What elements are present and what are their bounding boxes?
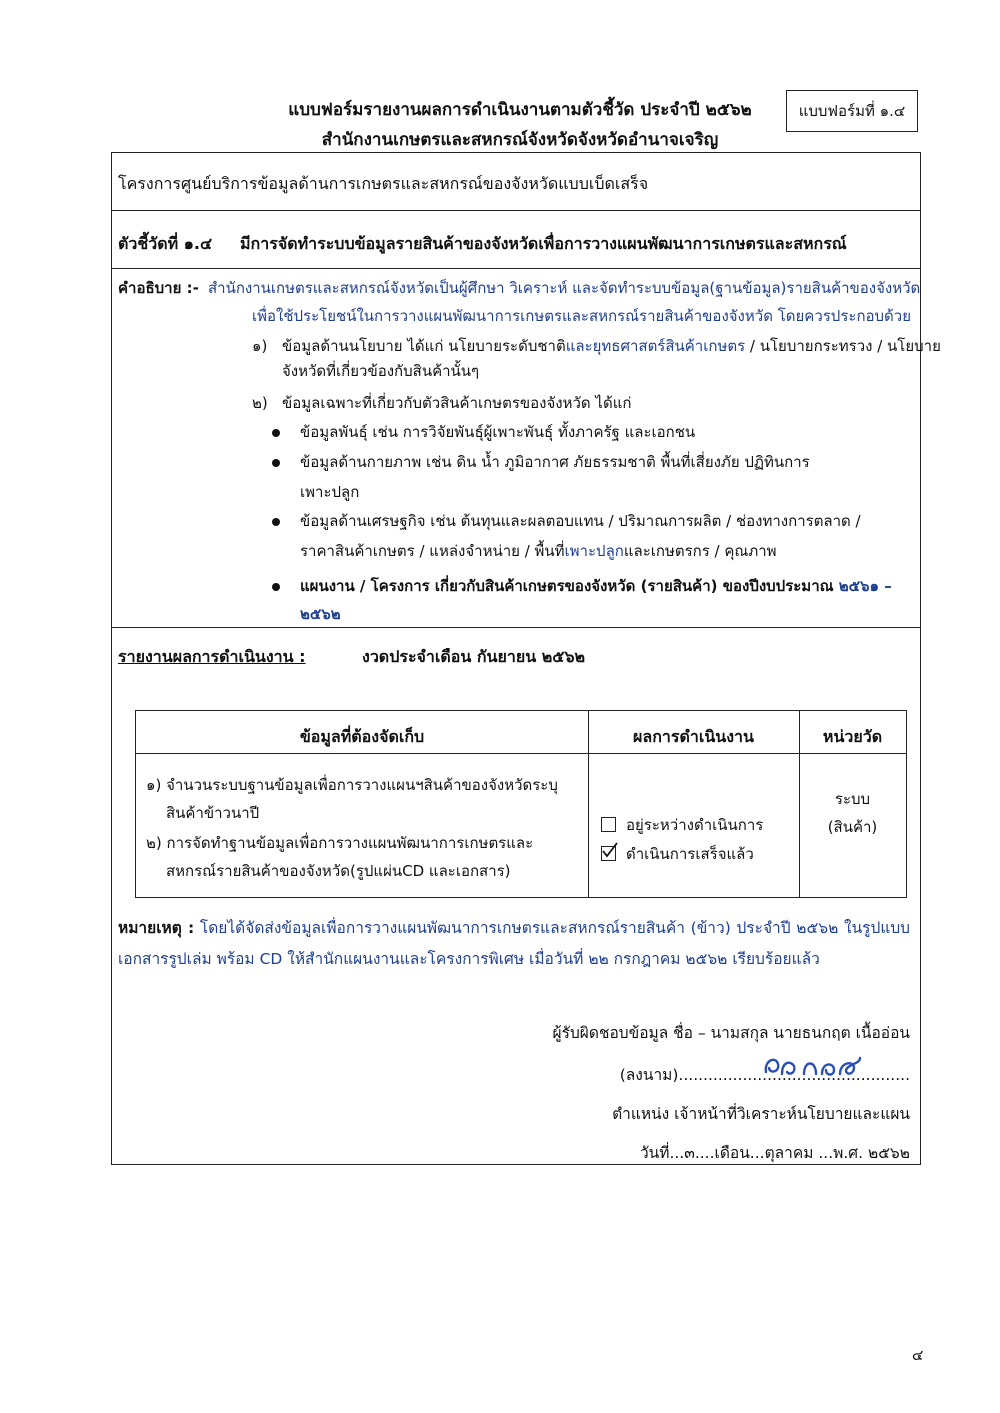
- status-completed-label: ดำเนินการเสร็จแล้ว: [626, 845, 754, 863]
- bullet-text: ข้อมูลพันธุ์ เช่น การวิจัยพันธุ์ผู้เพาะพันธุ์ ทั้งภาครัฐ และเอกชน: [300, 423, 696, 441]
- indicator-label: ตัวชี้วัดที่ ๑.๔: [118, 234, 213, 253]
- signature-label: (ลงนาม): [619, 1066, 679, 1084]
- handwritten-signature: [760, 1050, 870, 1082]
- bullet-text: ข้อมูลด้านเศรษฐกิจ เช่น ต้นทุนและผลตอบแทน / ปริมาณการผลิต / ช่องทางการตลาด /: [300, 512, 861, 530]
- responsible-person: ผู้รับผิดชอบข้อมูล ชื่อ – นามสกุล นายธนกฤต เนื้ออ่อน: [552, 1024, 910, 1042]
- note: [118, 913, 910, 975]
- table-cell-line: ๒) การจัดทำฐานข้อมูลเพื่อการวางแผนพัฒนาการเกษตรและ: [146, 834, 534, 852]
- description-line: สำนักงานเกษตรและสหกรณ์จังหวัดเป็นผู้ศึกษา วิเคราะห์ และจัดทำระบบข้อมูล(ฐานข้อมูล)รายสินค้าของจังหวัด: [208, 279, 921, 297]
- report-period: งวดประจำเดือน กันยายน ๒๕๖๒: [362, 647, 586, 666]
- checkbox-completed[interactable]: [601, 846, 616, 861]
- report-title: แบบฟอร์มรายงานผลการดำเนินงานตามตัวชี้วัด ประจำปี ๒๕๖๒: [288, 100, 752, 120]
- description-line: เพื่อใช้ประโยชน์ในการวางแผนพัฒนาการเกษตรและสหกรณ์รายสินค้าของจังหวัด โดยควรประกอบด้วย: [252, 307, 912, 325]
- signature-dots: ...............................................: [678, 1066, 910, 1084]
- bullet-text: ข้อมูลด้านกายภาพ เช่น ดิน น้ำ ภูมิอากาศ ภัยธรรมชาติ พื้นที่เสี่ยงภัย ปฏิทินการ: [300, 453, 810, 471]
- divider: [111, 210, 921, 211]
- unit-line: ระบบ: [834, 790, 871, 808]
- bullet-text: ๒๕๖๒: [300, 605, 341, 623]
- page-number: ๔: [912, 1346, 924, 1364]
- table-header-data: ข้อมูลที่ต้องจัดเก็บ: [299, 727, 425, 746]
- bullet-icon: [272, 429, 280, 437]
- bullet-icon: [272, 459, 280, 467]
- note-text: โดยได้จัดส่งข้อมูลเพื่อการวางแผนพัฒนาการเกษตรและสหกรณ์รายสินค้า (ข้าว) ประจำปี ๒๕๖๒ ในรูปแบบเอกสารรูปเล่ม พร้อม CD ให้สำนักแผนงานและโครงการพิเศษ เมื่อวันที่ ๒๒ กรกฎาคม ๒๕๖๒ เรียบร้อยแล้ว: [118, 919, 910, 968]
- table-cell-line: สินค้าข้าวนาปี: [166, 804, 260, 822]
- office-name: สำนักงานเกษตรและสหกรณ์จังหวัดจังหวัดอำนาจเจริญ: [321, 130, 719, 150]
- form-number: แบบฟอร์มที่ ๑.๔: [798, 102, 906, 120]
- date: วันที่...๓....เดือน...ตุลาคม ...พ.ศ. ๒๕๖๒: [639, 1144, 910, 1162]
- indicator-text: มีการจัดทำระบบข้อมูลรายสินค้าของจังหวัดเพื่อการวางแผนพัฒนาการเกษตรและสหกรณ์: [240, 234, 847, 253]
- table-header-result: ผลการดำเนินงาน: [633, 727, 754, 746]
- project-name: โครงการศูนย์บริการข้อมูลด้านการเกษตรและสหกรณ์ของจังหวัดแบบเบ็ดเสร็จ: [118, 174, 649, 193]
- form-number-box: [786, 90, 918, 132]
- position: ตำแหน่ง เจ้าหน้าที่วิเคราะห์นโยบายและแผน: [612, 1105, 910, 1123]
- check-icon: [601, 842, 619, 860]
- bullet-text: เพาะปลูก: [300, 483, 360, 501]
- bullet-text: แผนงาน / โครงการ เกี่ยวกับสินค้าเกษตรของจังหวัด (รายสินค้า) ของปีงบประมาณ ๒๕๖๑ –: [300, 577, 892, 595]
- table-cell-line: สหกรณ์รายสินค้าของจังหวัด(รูปแผ่นCD และเอกสาร): [166, 862, 511, 880]
- description-label: คำอธิบาย :-: [118, 279, 199, 297]
- bullet-icon: [272, 518, 280, 526]
- divider: [111, 268, 921, 269]
- divider: [111, 627, 921, 628]
- table-header-line: [136, 753, 906, 754]
- unit-line: (สินค้า): [827, 818, 878, 836]
- checkbox-in-progress[interactable]: [601, 817, 616, 832]
- note-label: หมายเหตุ :: [118, 919, 195, 937]
- data-table: [135, 710, 907, 898]
- item-text: ข้อมูลด้านนโยบาย ได้แก่ นโยบายระดับชาติและยุทธศาสตร์สินค้าเกษตร / นโยบายกระทรวง / นโยบาย: [282, 337, 941, 355]
- item-number: ๑): [252, 337, 268, 355]
- status-in-progress-label: อยู่ระหว่างดำเนินการ: [626, 816, 764, 834]
- report-label: รายงานผลการดำเนินงาน :: [118, 647, 306, 666]
- item-text: ข้อมูลเฉพาะที่เกี่ยวกับตัวสินค้าเกษตรของจังหวัด ได้แก่: [282, 394, 632, 412]
- table-cell-line: ๑) จำนวนระบบฐานข้อมูลเพื่อการวางแผนฯสินค้าของจังหวัดระบุ: [146, 776, 558, 794]
- bullet-text: ราคาสินค้าเกษตร / แหล่งจำหน่าย / พื้นที่เพาะปลูกและเกษตรกร / คุณภาพ: [300, 542, 777, 560]
- item-text: จังหวัดที่เกี่ยวข้องกับสินค้านั้นๆ: [282, 362, 480, 380]
- item-number: ๒): [252, 394, 268, 412]
- table-header-unit: หน่วยวัด: [822, 727, 883, 746]
- bullet-icon: [272, 583, 280, 591]
